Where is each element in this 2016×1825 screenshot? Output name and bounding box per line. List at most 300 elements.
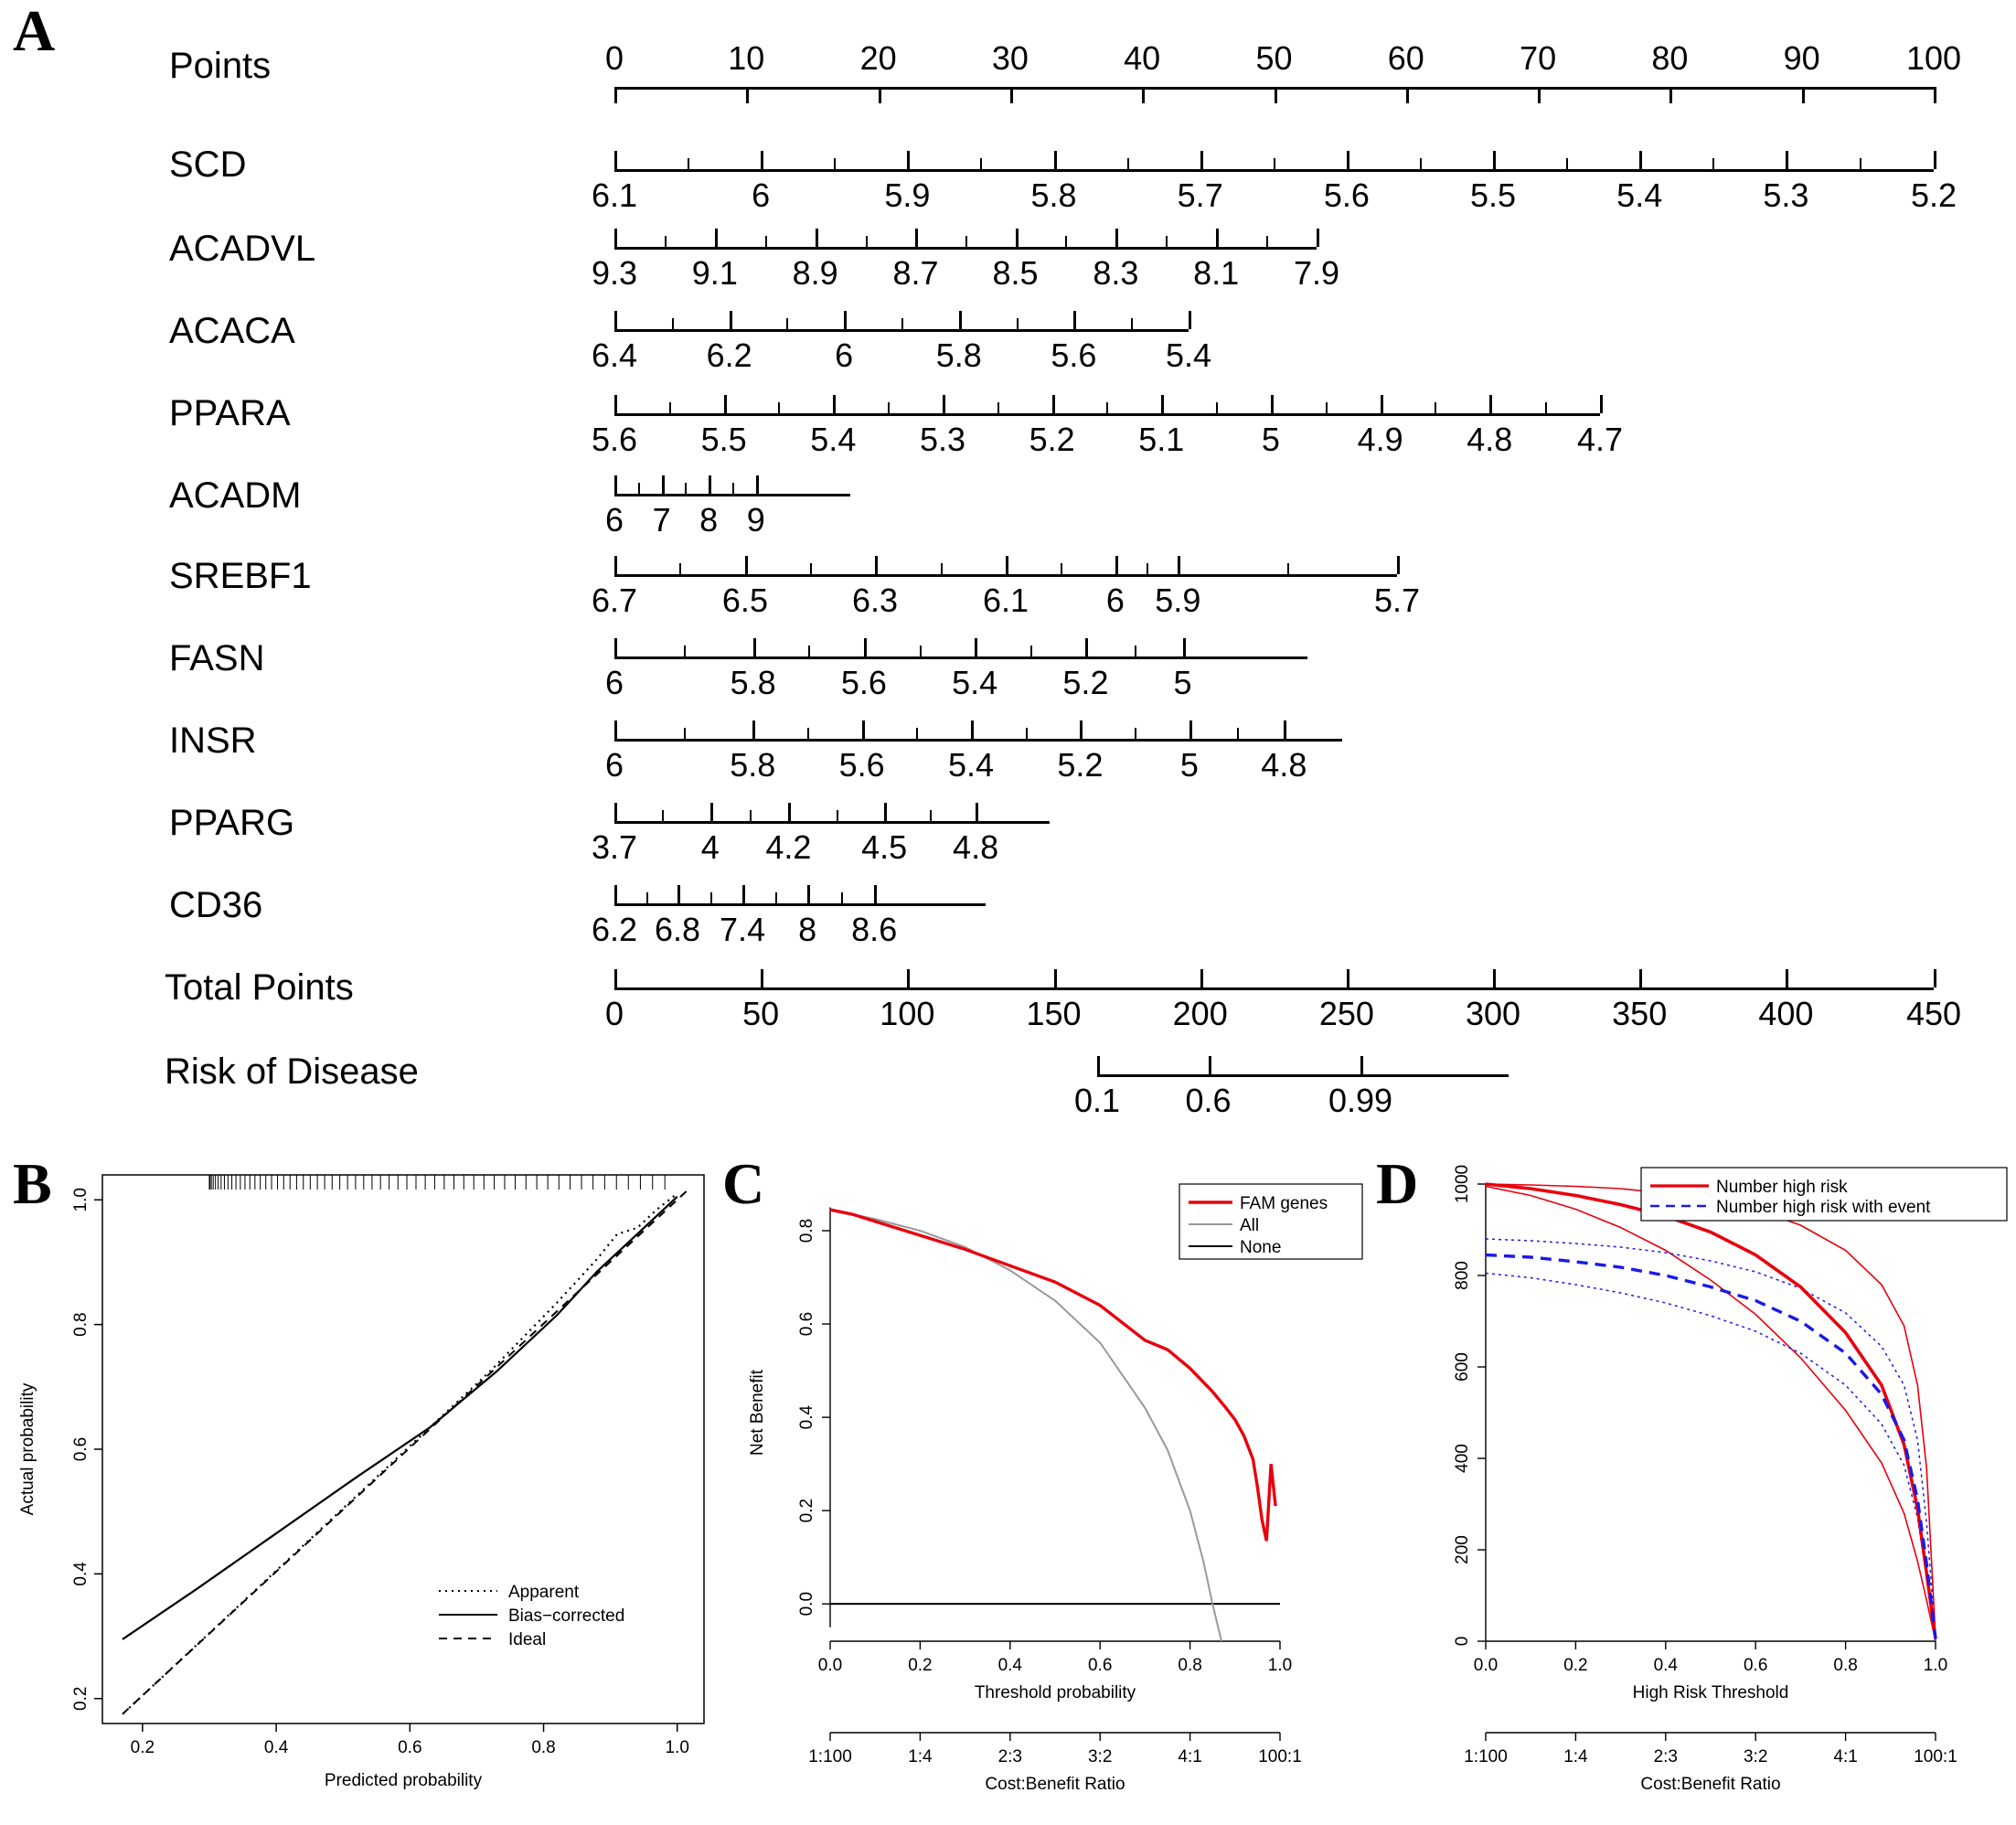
nomogram-tick (1347, 151, 1349, 169)
nomogram-tick (1397, 556, 1400, 574)
nomogram-tick (884, 803, 887, 821)
nomogram-tick (915, 229, 918, 247)
nomogram-tick (1073, 311, 1076, 329)
nomogram-tick-label: 4.5 (861, 828, 908, 866)
x-tick-label: 0.0 (1473, 1656, 1499, 1675)
nomogram-tick-label: 5.2 (1910, 176, 1957, 214)
nomogram-tick-label: 250 (1318, 995, 1374, 1032)
nomogram-tick (1016, 229, 1019, 247)
nomogram-axis (614, 903, 986, 906)
nomogram-tick-label: 5.4 (948, 746, 995, 784)
nomogram-axis (1097, 1074, 1509, 1077)
nomogram-tick-label: 4.8 (1467, 421, 1513, 458)
nomogram-tick (971, 720, 974, 739)
nomogram-minor-tick (834, 158, 836, 169)
nomogram-minor-tick (672, 318, 674, 329)
nomogram-tick (1080, 720, 1083, 739)
nomogram-tick-label: 5.6 (840, 664, 887, 701)
nomogram-tick-label: 5.3 (1763, 176, 1809, 214)
nomogram-minor-tick (1266, 236, 1268, 247)
nomogram-minor-tick (807, 728, 809, 739)
nomogram-row-label: INSR (169, 720, 257, 761)
nomogram-tick (1493, 969, 1496, 987)
nomogram-tick (662, 475, 665, 494)
nomogram-tick (1934, 969, 1936, 987)
nomogram-tick-label: 9.1 (691, 254, 738, 292)
y-tick-label: 1.0 (71, 1188, 91, 1212)
nomogram-tick (1216, 229, 1219, 247)
nomogram-tick-label: 30 (991, 39, 1029, 77)
nomogram-minor-tick (916, 728, 918, 739)
nomogram-minor-tick (1712, 158, 1714, 169)
nomogram-tick (614, 151, 617, 169)
nomogram-tick (1189, 311, 1191, 329)
nomogram-tick (907, 969, 910, 987)
nomogram-tick-label: 450 (1905, 995, 1962, 1032)
legend-label: Ideal (508, 1630, 547, 1649)
nomogram-minor-tick (646, 892, 648, 903)
nomogram-minor-tick (638, 483, 640, 494)
secondary-x-tick-label: 4:1 (1178, 1747, 1202, 1766)
nomogram-minor-tick (1106, 402, 1108, 413)
x-tick-label: 1.0 (665, 1738, 689, 1757)
x-tick-label: 1.0 (1267, 1656, 1293, 1675)
nomogram-tick (1489, 395, 1492, 413)
nomogram-tick-label: 5.6 (1051, 336, 1097, 374)
nomogram-tick-label: 8.1 (1193, 254, 1240, 292)
nomogram-tick (1097, 1056, 1100, 1074)
nomogram-tick-label: 150 (1026, 995, 1082, 1032)
nomogram-tick-label: 4.9 (1357, 421, 1403, 458)
nomogram-tick (1538, 87, 1541, 103)
nomogram-axis (614, 494, 850, 496)
x-tick-label: 0.4 (1653, 1656, 1679, 1675)
secondary-x-tick-label: 1:4 (1563, 1747, 1588, 1766)
nomogram-minor-tick (920, 646, 922, 656)
legend-label: All (1240, 1216, 1260, 1235)
x-axis-title: Predicted probability (324, 1771, 483, 1790)
nomogram-tick (1085, 638, 1088, 656)
secondary-x-tick-label: 4:1 (1833, 1747, 1858, 1766)
nomogram-tick (943, 395, 945, 413)
nomogram-minor-tick (1435, 402, 1436, 413)
panel-b-letter: B (13, 1151, 52, 1216)
nomogram-tick (677, 885, 680, 903)
nomogram-tick (614, 475, 617, 494)
nomogram-tick (975, 638, 977, 656)
legend-label: None (1240, 1238, 1282, 1257)
nomogram-tick (816, 229, 818, 247)
bias-corrected-line (123, 1197, 677, 1639)
nomogram-tick (1271, 395, 1274, 413)
nomogram-tick (709, 475, 711, 494)
nomogram-tick-label: 5.8 (730, 664, 776, 701)
y-tick-label: 0.2 (797, 1498, 816, 1523)
secondary-x-tick-label: 100:1 (1258, 1747, 1302, 1766)
y-tick-label: 0.4 (71, 1562, 91, 1586)
nomogram-tick (1934, 87, 1936, 103)
nomogram-tick-label: 20 (859, 39, 897, 77)
nomogram-tick (1161, 395, 1164, 413)
panel-c-dca (722, 1147, 1371, 1820)
nomogram-tick (753, 638, 756, 656)
nomogram-tick (1115, 229, 1118, 247)
panel-d-clinical-impact (1376, 1147, 2016, 1820)
nomogram-minor-tick (1216, 402, 1218, 413)
y-tick-label: 0.8 (71, 1312, 91, 1337)
nomogram-tick-label: 0 (604, 995, 624, 1032)
nomogram-tick (1275, 87, 1277, 103)
nomogram-tick-label: 7.4 (720, 911, 766, 948)
nomogram-minor-tick (688, 158, 689, 169)
nomogram-tick-label: 5.3 (919, 421, 965, 458)
nomogram-tick-label: 6 (835, 336, 854, 374)
nomogram-minor-tick (778, 402, 780, 413)
y-axis-title: Actual probability (18, 1382, 37, 1516)
nomogram-tick-label: 5.2 (1029, 421, 1075, 458)
x-tick-label: 0.6 (1087, 1656, 1113, 1675)
nomogram-tick-label: 5.8 (1030, 176, 1077, 214)
secondary-x-tick-label: 2:3 (997, 1747, 1023, 1766)
nomogram-tick (752, 720, 755, 739)
nomogram-minor-tick (750, 810, 752, 821)
nomogram-tick-label: 400 (1758, 995, 1814, 1032)
nomogram-minor-tick (1017, 318, 1019, 329)
nomogram-minor-tick (1420, 158, 1422, 169)
nomogram-tick (1381, 395, 1383, 413)
secondary-x-tick-label: 1:100 (808, 1747, 852, 1766)
nomogram-minor-tick (765, 236, 767, 247)
nomogram-minor-tick (1274, 158, 1275, 169)
nomogram-tick (761, 969, 763, 987)
nomogram-tick (614, 87, 617, 103)
nomogram-row-label: CD36 (169, 885, 263, 925)
x-tick-label: 0.2 (130, 1738, 155, 1757)
nomogram-row-label: ACADVL (169, 229, 316, 269)
x-tick-label: 0.8 (531, 1738, 556, 1757)
y-tick-label: 0.4 (797, 1404, 816, 1430)
decision-curve-plot (722, 1147, 1371, 1820)
nomogram-minor-tick (1147, 563, 1148, 574)
nomogram-row-label: SCD (169, 144, 247, 185)
nomogram-tick-label: 6.3 (852, 582, 899, 619)
nomogram-tick-label: 300 (1465, 995, 1521, 1032)
nomogram-row-label: PPARG (169, 803, 295, 843)
nomogram-tick (614, 969, 617, 987)
nomogram-axis (614, 739, 1342, 742)
nomogram-tick (1183, 638, 1186, 656)
nomogram-tick-label: 5.4 (1616, 176, 1663, 214)
legend-label: Apparent (508, 1583, 580, 1602)
secondary-x-tick-label: 1:4 (908, 1747, 933, 1766)
nomogram-tick-label: 4.2 (765, 828, 812, 866)
nomogram-row-label: Total Points (165, 967, 354, 1008)
nomogram-minor-tick (810, 563, 812, 574)
nomogram-tick-label: 6.8 (654, 911, 701, 948)
calibration-plot (0, 1147, 713, 1820)
nomogram-tick (1054, 969, 1057, 987)
nomogram-tick (761, 151, 763, 169)
nomogram-minor-tick (1127, 158, 1129, 169)
nomogram-minor-tick (775, 892, 777, 903)
nomogram-row-label: FASN (169, 638, 265, 678)
nomogram-tick-label: 5.4 (810, 421, 857, 458)
y-tick-label: 0.6 (797, 1311, 816, 1337)
nomogram-tick-label: 6 (752, 176, 771, 214)
nomogram-tick-label: 6.4 (591, 336, 638, 374)
nomogram-minor-tick (1237, 728, 1239, 739)
y-tick-label: 0.6 (71, 1436, 91, 1462)
nomogram-row-label: PPARA (169, 393, 291, 433)
event-lower-line (1486, 1274, 1936, 1641)
nomogram-tick (788, 803, 791, 821)
x-tick-label: 0.4 (263, 1738, 289, 1757)
nomogram-tick-label: 9 (746, 501, 765, 539)
nomogram-tick-label: 5.7 (1373, 582, 1421, 619)
nomogram-tick (862, 720, 865, 739)
x-tick-label: 0.6 (1743, 1656, 1768, 1675)
legend-label: FAM genes (1240, 1194, 1328, 1213)
nomogram-tick-label: 10 (728, 39, 765, 77)
nomogram-tick-label: 8 (798, 911, 817, 948)
nomogram-tick (1934, 151, 1936, 169)
nomogram-tick-label: 8.3 (1093, 254, 1139, 292)
nomogram-tick-label: 100 (880, 995, 935, 1032)
nomogram-tick-label: 6.2 (706, 336, 752, 374)
nomogram-minor-tick (1030, 646, 1032, 656)
nomogram-minor-tick (837, 810, 838, 821)
nomogram-row-label: Risk of Disease (165, 1051, 419, 1092)
nomogram-minor-tick (965, 236, 967, 247)
nomogram-tick (614, 885, 617, 903)
nomogram-axis (614, 574, 1397, 577)
x-tick-label: 0.6 (398, 1738, 422, 1757)
nomogram-tick (614, 556, 617, 574)
nomogram-minor-tick (941, 563, 943, 574)
nomogram-tick-label: 200 (1172, 995, 1228, 1032)
nomogram-tick (1600, 395, 1603, 413)
nomogram-minor-tick (669, 402, 671, 413)
nomogram-tick-label: 5.9 (1155, 582, 1201, 619)
x-tick-label: 0.0 (817, 1656, 843, 1675)
x-tick-label: 0.8 (1833, 1656, 1858, 1675)
nomogram-minor-tick (1566, 158, 1568, 169)
nomogram-row-label: ACADM (169, 475, 302, 516)
high-risk-lower-line (1486, 1187, 1936, 1642)
y-tick-label: 0.8 (797, 1218, 816, 1243)
nomogram-tick-label: 0.99 (1328, 1082, 1393, 1119)
nomogram-tick-label: 6.1 (982, 582, 1029, 619)
nomogram-minor-tick (888, 402, 890, 413)
nomogram-tick-label: 6.1 (591, 176, 638, 214)
nomogram-tick (1639, 969, 1642, 987)
nomogram-tick-label: 5.4 (952, 664, 998, 701)
nomogram-tick (614, 229, 617, 247)
nomogram-minor-tick (1326, 402, 1328, 413)
secondary-x-axis-title: Cost:Benefit Ratio (985, 1775, 1125, 1794)
nomogram-axis (614, 413, 1600, 416)
nomogram-tick-label: 8.7 (892, 254, 939, 292)
y-tick-label: 400 (1453, 1444, 1472, 1473)
nomogram-minor-tick (685, 483, 687, 494)
nomogram-tick (1802, 87, 1805, 103)
nomogram-tick-label: 5.6 (591, 421, 638, 458)
nomogram-tick-label: 4 (700, 828, 720, 866)
nomogram-axis (614, 987, 1934, 990)
nomogram-tick (1006, 556, 1008, 574)
nomogram-tick-label: 7 (652, 501, 671, 539)
nomogram-tick (1052, 395, 1055, 413)
nomogram-tick (875, 556, 878, 574)
nomogram-minor-tick (1135, 646, 1136, 656)
nomogram-tick-label: 5.5 (1470, 176, 1517, 214)
nomogram-tick-label: 5.2 (1062, 664, 1109, 701)
panel-c-letter: C (722, 1151, 765, 1216)
nomogram-tick-label: 0.1 (1073, 1082, 1121, 1119)
nomogram-tick-label: 350 (1612, 995, 1668, 1032)
nomogram-tick-label: 50 (1255, 39, 1293, 77)
nomogram-minor-tick (866, 236, 868, 247)
nomogram-tick-label: 60 (1387, 39, 1424, 77)
number-high-risk-with-event-line (1486, 1255, 1936, 1639)
nomogram-minor-tick (1026, 728, 1028, 739)
nomogram-tick (959, 311, 962, 329)
nomogram-tick-label: 4.8 (1261, 746, 1307, 784)
legend-label: Number high risk with event (1716, 1198, 1931, 1217)
nomogram-tick-label: 6.5 (721, 582, 768, 619)
secondary-x-tick-label: 100:1 (1914, 1747, 1957, 1766)
nomogram-tick (1347, 969, 1349, 987)
nomogram-tick (1200, 151, 1203, 169)
nomogram-tick (1284, 720, 1286, 739)
number-high-risk-line (1486, 1184, 1936, 1639)
nomogram-minor-tick (1545, 402, 1547, 413)
nomogram-tick-label: 6.7 (591, 582, 638, 619)
nomogram-tick-label: 4.7 (1576, 421, 1624, 458)
nomogram-minor-tick (710, 892, 712, 903)
nomogram-tick-label: 5.8 (935, 336, 982, 374)
nomogram-tick (1178, 556, 1180, 574)
nomogram-minor-tick (662, 810, 664, 821)
nomogram-minor-tick (1287, 563, 1289, 574)
nomogram-tick (1010, 87, 1013, 103)
nomogram-minor-tick (679, 563, 681, 574)
nomogram-tick-label: 3.7 (591, 828, 638, 866)
nomogram-row-label: SREBF1 (169, 556, 312, 596)
panel-d-letter: D (1376, 1151, 1419, 1216)
panel-b-calibration (0, 1147, 713, 1820)
y-tick-label: 800 (1453, 1261, 1472, 1290)
nomogram-tick (864, 638, 867, 656)
y-tick-label: 0.0 (797, 1591, 816, 1617)
event-upper-line (1486, 1239, 1936, 1638)
nomogram-tick-label: 8.9 (792, 254, 838, 292)
nomogram-tick-label: 5 (1261, 421, 1280, 458)
nomogram-tick (1786, 969, 1788, 987)
nomogram-tick (1669, 87, 1672, 103)
secondary-x-tick-label: 3:2 (1087, 1747, 1113, 1766)
nomogram-minor-tick (665, 236, 667, 247)
nomogram-tick (745, 556, 748, 574)
legend-label: Number high risk (1716, 1178, 1848, 1197)
nomogram-minor-tick (1131, 318, 1133, 329)
nomogram-tick (614, 638, 617, 656)
nomogram-tick-label: 9.3 (591, 254, 638, 292)
nomogram-tick-label: 50 (742, 995, 780, 1032)
nomogram-tick-label: 5.1 (1138, 421, 1185, 458)
nomogram-axis (614, 656, 1307, 659)
nomogram-minor-tick (980, 158, 982, 169)
nomogram-tick (1317, 229, 1319, 247)
nomogram-minor-tick (732, 483, 734, 494)
nomogram-tick (724, 395, 727, 413)
nomogram-tick (976, 803, 978, 821)
nomogram-axis (614, 247, 1317, 250)
nomogram-tick (1209, 1056, 1211, 1074)
nomogram-tick (614, 311, 617, 329)
nomogram-minor-tick (1860, 158, 1861, 169)
nomogram-tick-label: 5.8 (730, 746, 776, 784)
nomogram-tick-label: 0.6 (1185, 1082, 1232, 1119)
x-tick-label: 0.4 (997, 1656, 1023, 1675)
nomogram-minor-tick (684, 728, 686, 739)
nomogram-minor-tick (1061, 563, 1062, 574)
nomogram-tick-label: 40 (1124, 39, 1161, 77)
nomogram-tick-label: 100 (1905, 39, 1962, 77)
nomogram-tick-label: 6 (604, 501, 624, 539)
nomogram-tick-label: 8 (699, 501, 719, 539)
nomogram-tick (1406, 87, 1409, 103)
nomogram-tick (907, 151, 910, 169)
nomogram-tick-label: 6.2 (591, 911, 638, 948)
nomogram-minor-tick (1065, 236, 1067, 247)
nomogram-tick (1786, 151, 1788, 169)
nomogram-tick-label: 8.5 (992, 254, 1039, 292)
nomogram-tick (807, 885, 810, 903)
y-tick-label: 0.2 (71, 1686, 91, 1711)
nomogram-tick-label: 4.8 (953, 828, 999, 866)
nomogram-tick (710, 803, 713, 821)
nomogram-tick (1200, 969, 1203, 987)
nomogram-tick (1493, 151, 1496, 169)
nomogram-minor-tick (1135, 728, 1136, 739)
nomogram-tick-label: 90 (1783, 39, 1820, 77)
nomogram-tick (833, 395, 836, 413)
nomogram-tick (879, 87, 881, 103)
nomogram-tick-label: 5.5 (700, 421, 747, 458)
nomogram-tick (844, 311, 847, 329)
x-tick-label: 0.8 (1178, 1656, 1202, 1675)
nomogram-axis (614, 169, 1934, 172)
x-axis-title: High Risk Threshold (1632, 1683, 1789, 1702)
nomogram-tick-label: 5 (1179, 746, 1199, 784)
nomogram-tick (715, 229, 718, 247)
nomogram-minor-tick (901, 318, 903, 329)
nomogram-tick-label: 6 (604, 664, 624, 701)
nomogram-row-label: ACACA (169, 311, 295, 351)
nomogram-minor-tick (930, 810, 932, 821)
x-tick-label: 0.2 (908, 1656, 933, 1675)
nomogram-tick-label: 5.7 (1177, 176, 1223, 214)
legend-label: Bias−corrected (508, 1606, 625, 1626)
y-tick-label: 1000 (1453, 1164, 1472, 1204)
y-tick-label: 200 (1453, 1535, 1472, 1564)
nomogram-tick (746, 87, 749, 103)
nomogram-tick (614, 395, 617, 413)
secondary-x-tick-label: 2:3 (1653, 1747, 1679, 1766)
nomogram-axis (614, 329, 1189, 332)
nomogram-tick (614, 720, 617, 739)
